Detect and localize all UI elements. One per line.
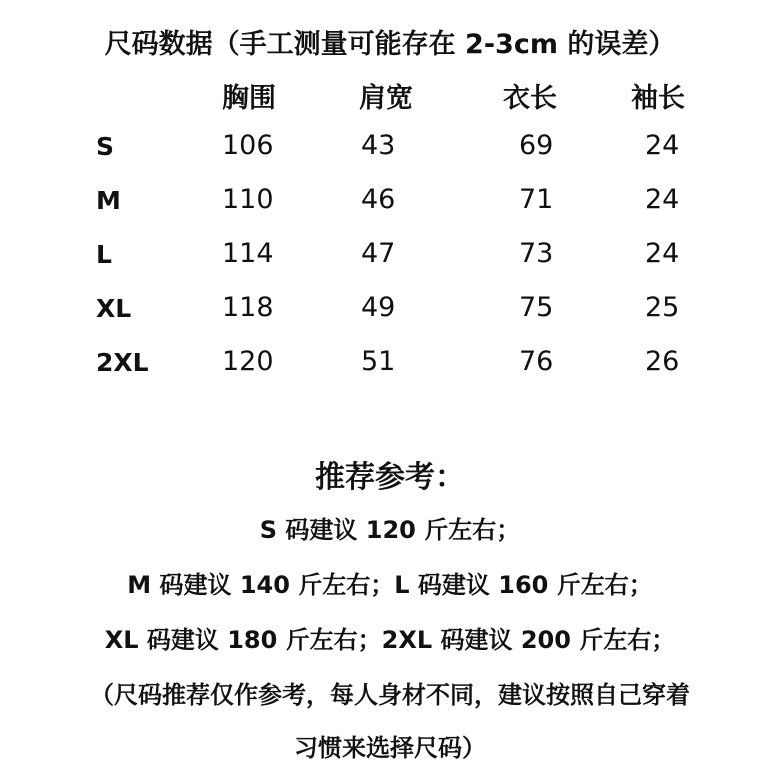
sleeve-value: 25: [645, 292, 680, 323]
chest-value: 120: [222, 346, 274, 377]
header-shoulder: 肩宽: [359, 83, 413, 114]
length-value: 71: [519, 184, 554, 215]
shoulder-value: 46: [361, 184, 396, 215]
size-chart-title: 尺码数据（手工测量可能存在 2-3cm 的误差）: [104, 29, 676, 60]
shoulder-value: 43: [361, 130, 396, 161]
size-label: XL: [96, 294, 132, 323]
recommendation-title: 推荐参考：: [315, 460, 465, 495]
sleeve-value: 24: [645, 184, 680, 215]
recommendation-line: XL 码建议 180 斤左右；2XL 码建议 200 斤左右；: [104, 626, 676, 654]
length-value: 73: [519, 238, 554, 269]
recommendation-note: （尺码推荐仅作参考，每人身材不同，建议按照自己穿着: [90, 681, 690, 709]
sleeve-value: 24: [645, 238, 680, 269]
shoulder-value: 49: [361, 292, 396, 323]
sleeve-value: 24: [645, 130, 680, 161]
chest-value: 110: [222, 184, 274, 215]
length-value: 76: [519, 346, 554, 377]
size-label: M: [96, 186, 121, 215]
shoulder-value: 51: [361, 346, 396, 377]
header-chest: 胸围: [222, 83, 276, 114]
recommendation-line: M 码建议 140 斤左右；L 码建议 160 斤左右；: [127, 571, 653, 599]
recommendation-note: 习惯来选择尺码）: [294, 734, 486, 762]
chest-value: 106: [222, 130, 274, 161]
header-sleeve: 袖长: [631, 83, 685, 114]
header-length: 衣长: [503, 83, 557, 114]
shoulder-value: 47: [361, 238, 396, 269]
size-label: 2XL: [96, 348, 149, 377]
size-label: S: [96, 132, 115, 161]
sleeve-value: 26: [645, 346, 680, 377]
size-label: L: [96, 240, 112, 269]
chest-value: 118: [222, 292, 274, 323]
chest-value: 114: [222, 238, 274, 269]
length-value: 69: [519, 130, 554, 161]
recommendation-line: S 码建议 120 斤左右；: [259, 516, 521, 544]
length-value: 75: [519, 292, 554, 323]
